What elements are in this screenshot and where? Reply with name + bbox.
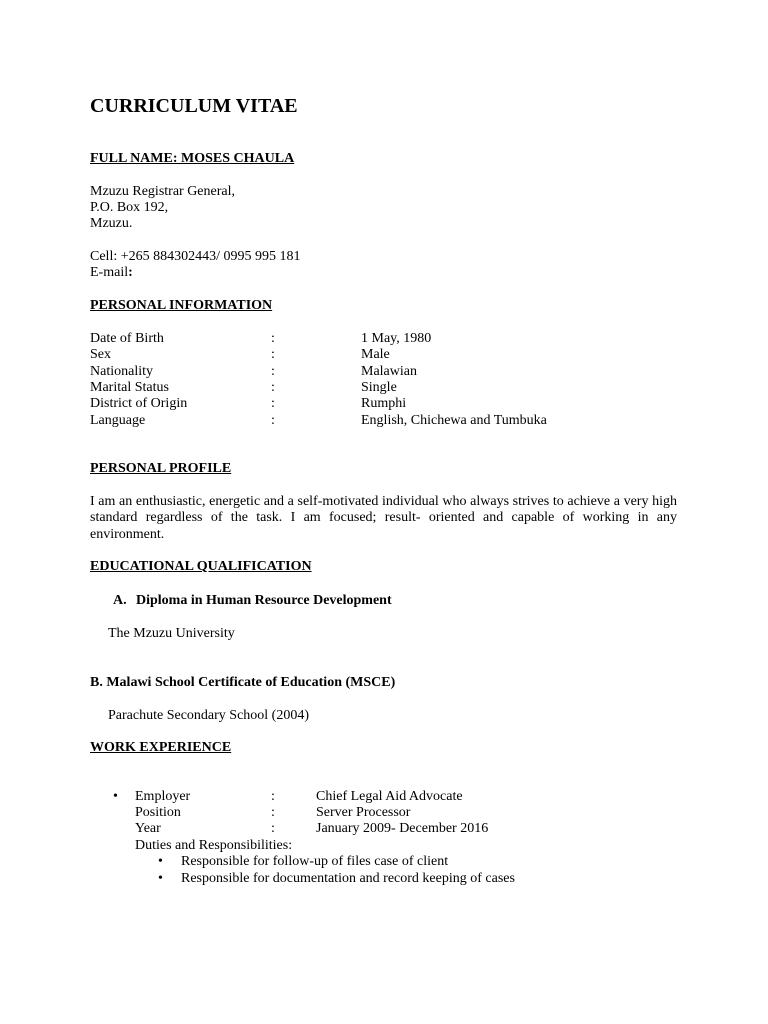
- work-value: Server Processor: [316, 805, 411, 820]
- info-row: [0, 364, 768, 380]
- info-value: English, Chichewa and Tumbuka: [361, 413, 547, 428]
- bullet-icon: •: [113, 789, 118, 804]
- education-item-title: Malawi School Certificate of Education (MSCE): [106, 675, 396, 690]
- education-item: [90, 675, 395, 691]
- work-row: [0, 789, 768, 805]
- bullet-icon: •: [158, 871, 163, 886]
- work-experience-heading: WORK EXPERIENCE: [90, 740, 232, 755]
- address-line: Mzuzu Registrar General,: [90, 184, 235, 199]
- work-colon: :: [271, 789, 275, 804]
- info-row: [0, 347, 768, 363]
- work-colon: :: [271, 805, 275, 820]
- info-label: Language: [90, 413, 146, 428]
- info-label: Sex: [90, 347, 111, 362]
- duty-item: Responsible for follow-up of files case of client: [181, 854, 449, 869]
- bullet-icon: •: [158, 854, 163, 869]
- work-value: January 2009- December 2016: [316, 821, 489, 836]
- info-value: 1 May, 1980: [361, 331, 432, 346]
- email-label: E-mail: [90, 265, 129, 280]
- work-value: Chief Legal Aid Advocate: [316, 789, 463, 804]
- cell-number: Cell: +265 884302443/ 0995 995 181: [90, 249, 301, 264]
- info-value: Malawian: [361, 364, 417, 379]
- info-colon: :: [271, 413, 275, 428]
- info-row: [0, 413, 768, 429]
- work-label: Year: [135, 821, 161, 836]
- education-institution: The Mzuzu University: [108, 626, 235, 641]
- info-colon: :: [271, 396, 275, 411]
- work-label: Employer: [135, 789, 191, 804]
- info-value: Single: [361, 380, 397, 395]
- duty-item: Responsible for documentation and record keeping of cases: [181, 871, 515, 886]
- info-colon: :: [271, 331, 275, 346]
- duties-label: Duties and Responsibilities:: [135, 838, 293, 853]
- education-item-title: Diploma in Human Resource Development: [136, 593, 392, 608]
- full-name-heading: FULL NAME: MOSES CHAULA: [90, 151, 295, 166]
- info-label: Date of Birth: [90, 331, 164, 346]
- personal-profile-heading: PERSONAL PROFILE: [90, 461, 232, 476]
- info-colon: :: [271, 364, 275, 379]
- personal-information-heading: PERSONAL INFORMATION: [90, 298, 273, 313]
- work-colon: :: [271, 821, 275, 836]
- education-heading: EDUCATIONAL QUALIFICATION: [90, 559, 312, 574]
- info-colon: :: [271, 380, 275, 395]
- email-line: [90, 265, 133, 281]
- info-label: District of Origin: [90, 396, 188, 411]
- info-row: [0, 380, 768, 396]
- education-item-marker: A.: [113, 593, 127, 608]
- work-row: [0, 805, 768, 821]
- info-value: Rumphi: [361, 396, 407, 411]
- info-label: Marital Status: [90, 380, 169, 395]
- info-value: Male: [361, 347, 390, 362]
- info-row: [0, 331, 768, 347]
- info-label: Nationality: [90, 364, 153, 379]
- education-item-marker: B.: [90, 675, 103, 690]
- address-line: P.O. Box 192,: [90, 200, 169, 215]
- personal-profile-text: I am an enthusiastic, energetic and a self-motivated individual who always strives to achieve a very high standard regardless of the task. I am focused; result- oriented and capable of working in any environment.: [90, 494, 677, 542]
- address-line: Mzuzu.: [90, 216, 133, 231]
- email-colon: :: [128, 265, 133, 280]
- education-institution: Parachute Secondary School (2004): [108, 708, 309, 723]
- document-title: CURRICULUM VITAE: [90, 95, 298, 117]
- info-colon: :: [271, 347, 275, 362]
- info-row: [0, 396, 768, 412]
- work-label: Position: [135, 805, 181, 820]
- work-row: [0, 821, 768, 837]
